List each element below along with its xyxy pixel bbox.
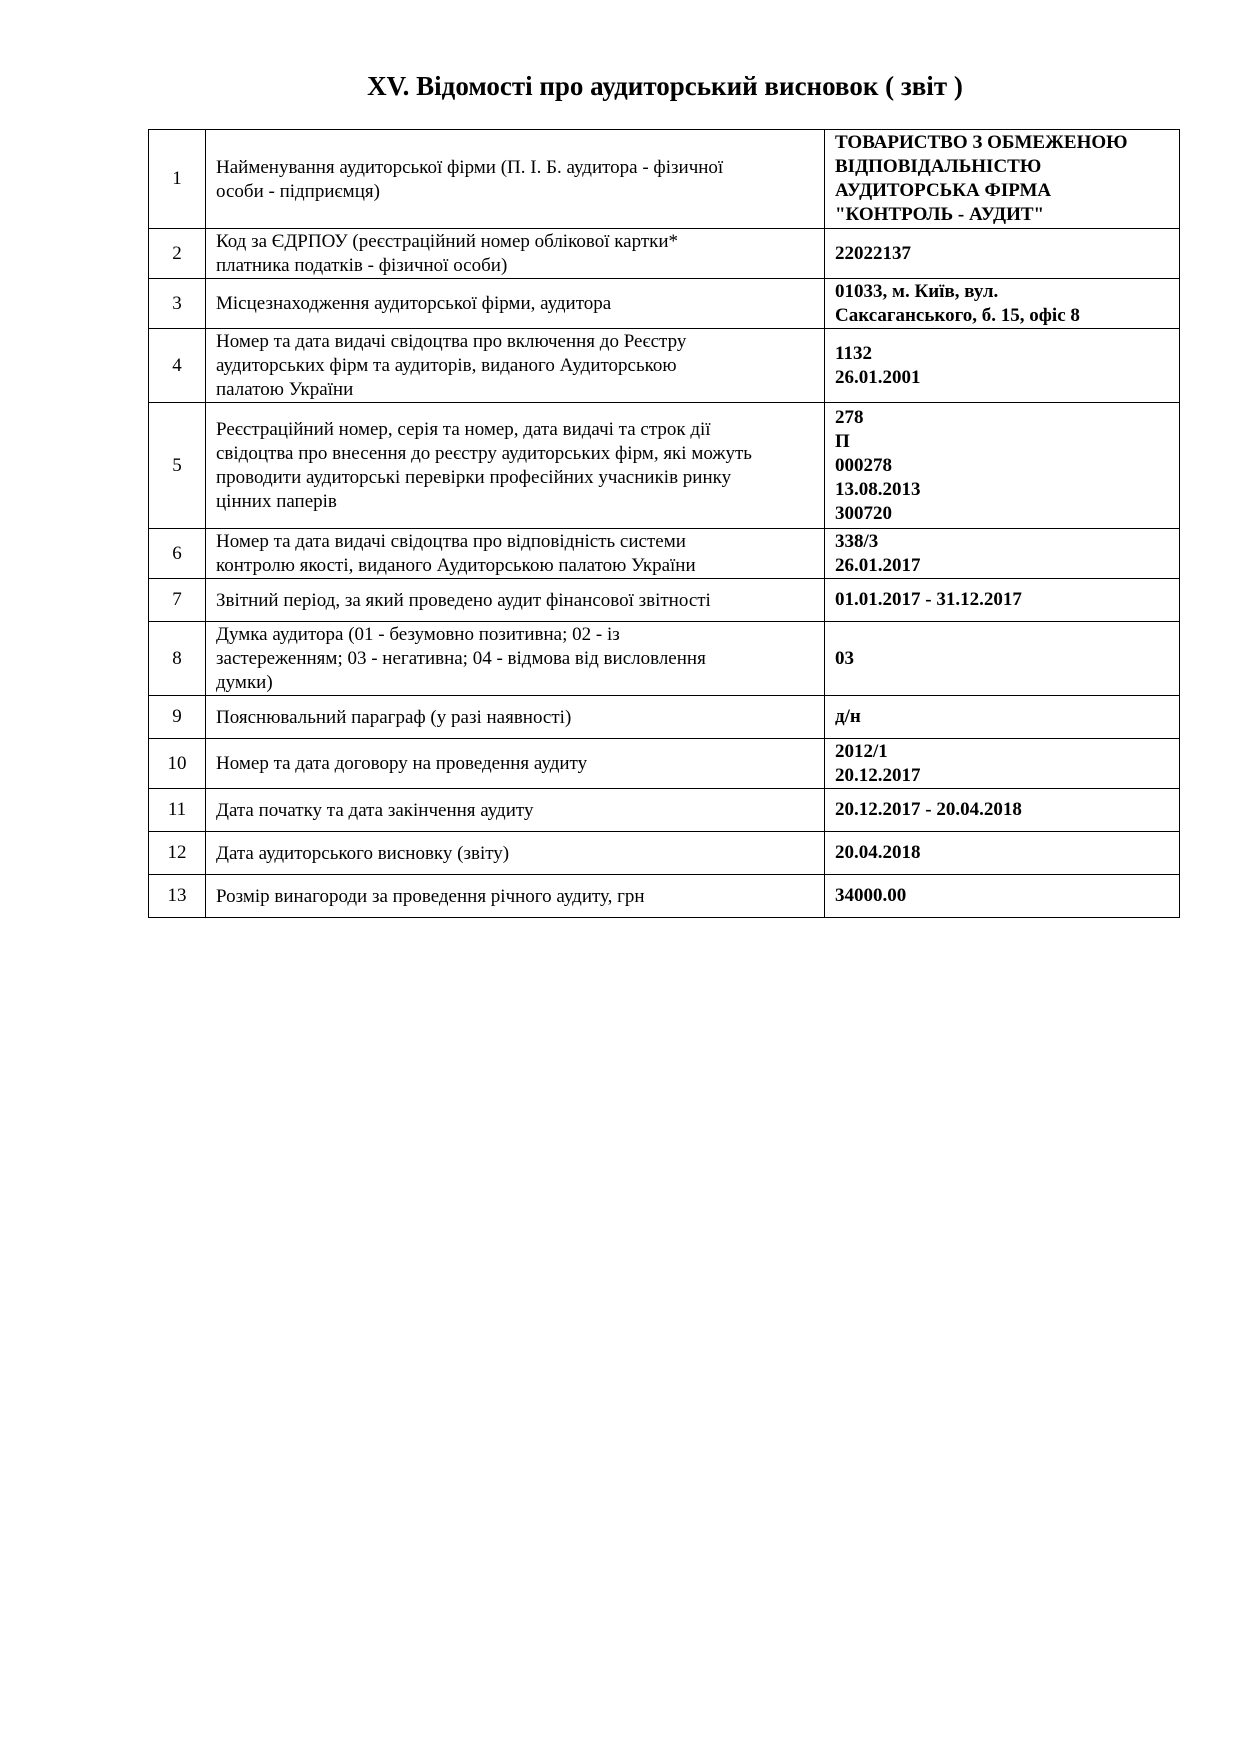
description-line: проводити аудиторські перевірки професійних учасників ринку bbox=[216, 467, 732, 488]
table-row bbox=[149, 622, 1180, 696]
table-row bbox=[149, 229, 1180, 279]
description-line: Пояснювальний параграф (у разі наявності) bbox=[216, 706, 572, 728]
row-description bbox=[206, 875, 825, 918]
value-line: 22022137 bbox=[835, 242, 911, 264]
row-number: 5 bbox=[149, 403, 206, 529]
row-value bbox=[825, 832, 1180, 875]
row-number: 3 bbox=[149, 279, 206, 329]
row-number: 11 bbox=[149, 789, 206, 832]
row-value bbox=[825, 130, 1180, 229]
row-description bbox=[206, 832, 825, 875]
row-description bbox=[206, 529, 825, 579]
row-description bbox=[206, 229, 825, 279]
page-title: XV. Відомості про аудиторський висновок ( звіт ) bbox=[367, 71, 963, 101]
row-value bbox=[825, 229, 1180, 279]
description-line: палатою України bbox=[216, 379, 354, 400]
value-line: ВІДПОВІДАЛЬНІСТЮ bbox=[835, 156, 1042, 177]
row-description bbox=[206, 579, 825, 622]
value-line: 1132 bbox=[835, 342, 872, 364]
row-description bbox=[206, 329, 825, 403]
value-line: 03 bbox=[835, 647, 854, 669]
value-line: д/н bbox=[835, 706, 861, 727]
value-line: П bbox=[835, 430, 850, 452]
table-row bbox=[149, 529, 1180, 579]
row-description bbox=[206, 130, 825, 229]
row-number: 2 bbox=[149, 229, 206, 279]
table-body bbox=[149, 130, 1180, 918]
table-row bbox=[149, 696, 1180, 739]
row-number: 13 bbox=[149, 875, 206, 918]
table-row bbox=[149, 832, 1180, 875]
description-line: свідоцтва про внесення до реєстру аудиторських фірм, які можуть bbox=[216, 443, 752, 464]
value-line: 278 bbox=[835, 406, 864, 428]
value-line: 000278 bbox=[835, 454, 892, 476]
table-row bbox=[149, 739, 1180, 789]
row-number: 8 bbox=[149, 622, 206, 696]
row-description bbox=[206, 403, 825, 529]
row-value bbox=[825, 579, 1180, 622]
value-line: 338/3 bbox=[835, 530, 879, 552]
row-value bbox=[825, 403, 1180, 529]
row-number: 12 bbox=[149, 832, 206, 875]
description-line: Найменування аудиторської фірми (П. І. Б. аудитора - фізичної bbox=[216, 156, 724, 178]
table-row bbox=[149, 329, 1180, 403]
value-line: 20.12.2017 - 20.04.2018 bbox=[835, 799, 1022, 820]
row-number: 10 bbox=[149, 739, 206, 789]
table-row bbox=[149, 130, 1180, 229]
row-value bbox=[825, 622, 1180, 696]
description-line: думки) bbox=[216, 672, 273, 693]
description-line: Номер та дата договору на проведення аудиту bbox=[216, 753, 588, 774]
value-line: 2012/1 bbox=[835, 740, 888, 762]
description-line: Реєстраційний номер, серія та номер, дата видачі та строк дії bbox=[216, 419, 711, 440]
row-description bbox=[206, 739, 825, 789]
description-line: Номер та дата видачі свідоцтва про відповідність системи bbox=[216, 531, 686, 552]
value-line: 01033, м. Київ, вул. bbox=[835, 280, 999, 302]
description-line: Дата початку та дата закінчення аудиту bbox=[216, 799, 534, 821]
row-number: 7 bbox=[149, 579, 206, 622]
description-line: платника податків - фізичної особи) bbox=[216, 255, 508, 276]
description-line: Думка аудитора (01 - безумовно позитивна; 02 - із bbox=[216, 624, 620, 645]
row-number: 4 bbox=[149, 329, 206, 403]
row-value bbox=[825, 875, 1180, 918]
table-row bbox=[149, 789, 1180, 832]
description-line: контролю якості, виданого Аудиторською палатою України bbox=[216, 555, 696, 576]
table-row bbox=[149, 579, 1180, 622]
description-line: Звітний період, за який проведено аудит фінансової звітності bbox=[216, 589, 711, 611]
table-row bbox=[149, 875, 1180, 918]
value-line: 13.08.2013 bbox=[835, 478, 921, 500]
description-line: Дата аудиторського висновку (звіту) bbox=[216, 842, 510, 864]
row-description bbox=[206, 789, 825, 832]
row-description bbox=[206, 696, 825, 739]
value-line: 300720 bbox=[835, 502, 892, 524]
row-value bbox=[825, 696, 1180, 739]
value-line: 20.04.2018 bbox=[835, 842, 921, 863]
row-value bbox=[825, 279, 1180, 329]
description-line: Місцезнаходження аудиторської фірми, аудитора bbox=[216, 293, 612, 314]
table-row bbox=[149, 403, 1180, 529]
description-line: застереженням; 03 - негативна; 04 - відмова від висловлення bbox=[216, 648, 706, 669]
row-value bbox=[825, 789, 1180, 832]
description-line: Код за ЄДРПОУ (реєстраційний номер облікової картки* bbox=[216, 231, 679, 252]
row-number: 1 bbox=[149, 130, 206, 229]
description-line: цінних паперів bbox=[216, 491, 337, 512]
description-line: аудиторських фірм та аудиторів, виданого Аудиторською bbox=[216, 355, 677, 376]
value-line: ТОВАРИСТВО З ОБМЕЖЕНОЮ bbox=[835, 132, 1128, 153]
row-number: 9 bbox=[149, 696, 206, 739]
value-line: 26.01.2017 bbox=[835, 554, 921, 576]
row-number: 6 bbox=[149, 529, 206, 579]
audit-info-table bbox=[148, 129, 1180, 918]
row-description bbox=[206, 622, 825, 696]
value-line: 34000.00 bbox=[835, 885, 907, 906]
value-line: "КОНТРОЛЬ - АУДИТ" bbox=[835, 204, 1045, 225]
value-line: 01.01.2017 - 31.12.2017 bbox=[835, 589, 1022, 610]
description-line: Розмір винагороди за проведення річного аудиту, грн bbox=[216, 885, 645, 907]
row-value bbox=[825, 739, 1180, 789]
description-line: особи - підприємця) bbox=[216, 180, 380, 202]
row-value bbox=[825, 529, 1180, 579]
row-description bbox=[206, 279, 825, 329]
value-line: 20.12.2017 bbox=[835, 764, 921, 786]
description-line: Номер та дата видачі свідоцтва про включення до Реєстру bbox=[216, 331, 687, 352]
value-line: Саксаганського, б. 15, офіс 8 bbox=[835, 304, 1080, 326]
value-line: АУДИТОРСЬКА ФІРМА bbox=[835, 180, 1052, 201]
row-value bbox=[825, 329, 1180, 403]
value-line: 26.01.2001 bbox=[835, 366, 921, 388]
table-row bbox=[149, 279, 1180, 329]
